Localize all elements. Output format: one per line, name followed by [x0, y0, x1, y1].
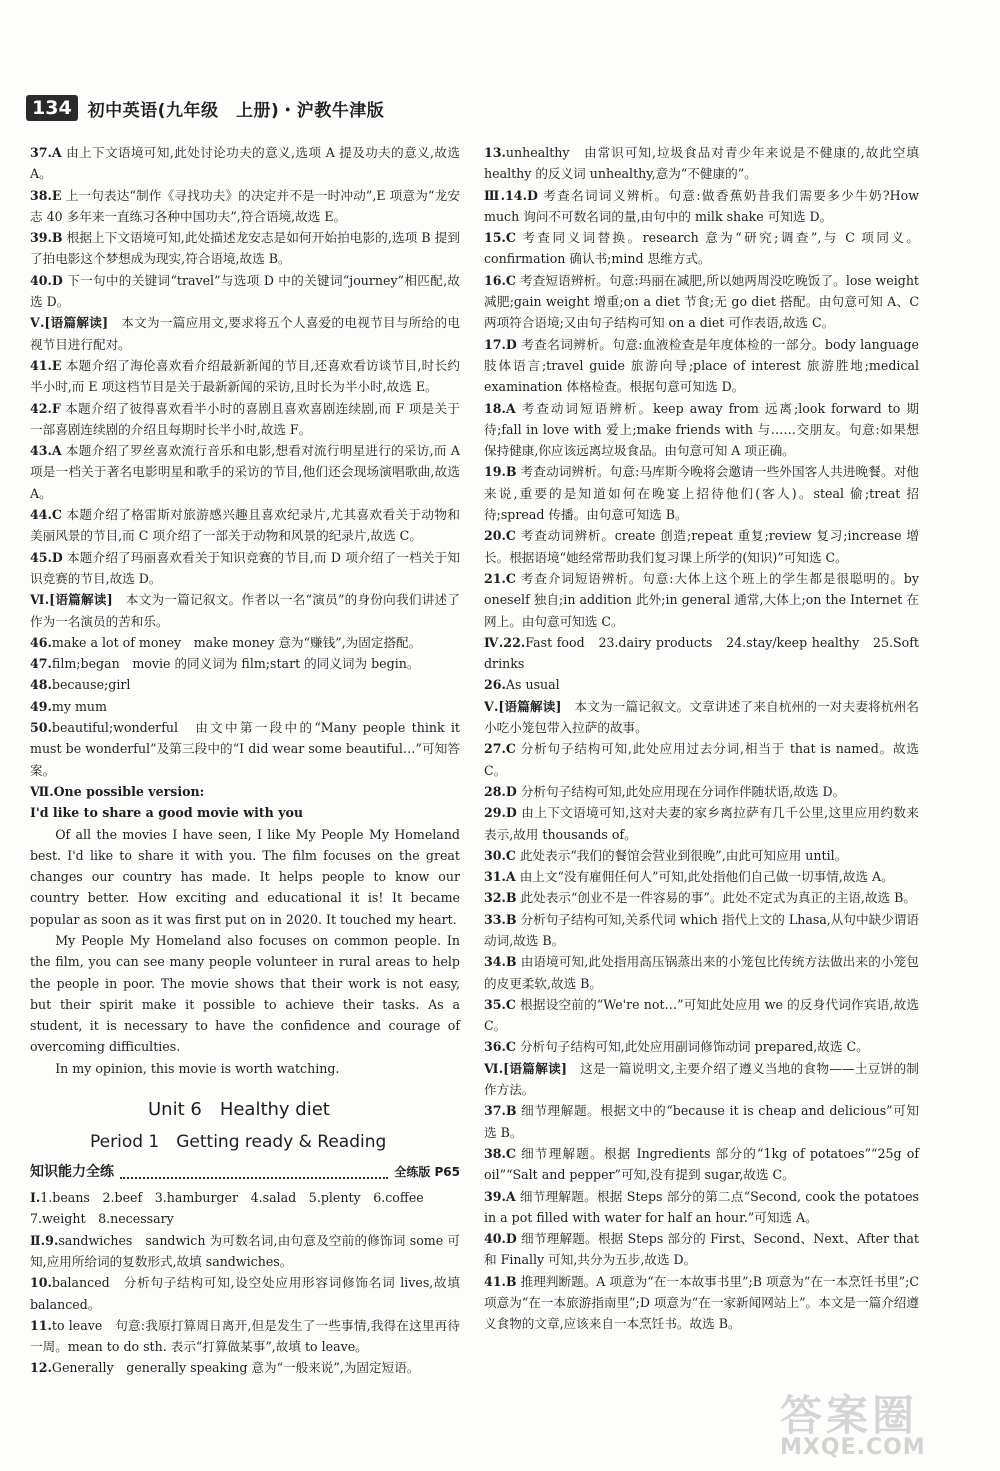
answer-item [484, 461, 919, 525]
section-title: 知识能力全练 [30, 1164, 114, 1181]
answer-item [484, 909, 919, 952]
answer-item [30, 312, 460, 355]
answer-number: 47. [30, 656, 52, 672]
answer-number: 18.A [484, 400, 516, 416]
answer-item [484, 994, 919, 1037]
answer-item [484, 866, 919, 887]
answer-explanation: 考查动词辨析。create 创造;repeat 重复;review 复习;increase 增长。根据语境“她经常帮助我们复习课上所学的(知识)”可知选 C。 [484, 528, 919, 565]
answer-item [484, 1186, 919, 1229]
answer-explanation: 根据设空前的“We're not…”可知此处应用 we 的反身代词作宾语,故选 C。 [484, 996, 919, 1034]
answer-item [484, 1143, 919, 1186]
answer-explanation: 分析句子结构可知,此处应用现在分词作伴随状语,故选 D。 [516, 783, 846, 799]
answer-explanation: 本题介绍了彼得喜欢看半小时的喜剧且喜欢喜剧连续剧,而 F 项是关于一部喜剧连续剧的介绍且每期时长半小时,故选 F。 [30, 400, 460, 437]
answer-item [484, 185, 919, 228]
answer-explanation: 此处表示“我们的餐馆会营业到很晚”,由此可知应用 until。 [515, 847, 848, 863]
answer-number: 15.C [484, 230, 516, 246]
answer-number: 43.A [30, 443, 62, 459]
answer-item [30, 142, 460, 185]
answer-item [484, 1228, 919, 1271]
answer-number: 37.B [484, 1103, 517, 1119]
answer-item [30, 632, 460, 653]
answer-item [30, 781, 460, 802]
watermark-logo: 答案圈 MXQE.COM [780, 1391, 926, 1460]
answer-explanation: 此处表示“创业不是一件容易的事”。此处不定式为真正的主语,故选 B。 [516, 890, 916, 906]
answer-number: 40.D [484, 1231, 517, 1247]
page-header [26, 88, 384, 128]
answer-item [484, 1100, 919, 1143]
answer-item [484, 674, 919, 695]
answer-explanation: 由上下文语境可知,此处讨论功夫的意义,选项 A 提及功夫的意义,故选 A。 [30, 145, 460, 182]
answer-item [30, 1315, 460, 1358]
answer-item [30, 1357, 460, 1378]
answer-explanation: 本题介绍了罗丝喜欢流行音乐和电影,想看对流行明星进行的采访,而 A 项是一档关于著名电影明星和歌手的采访的节目,他们还会现场演唱歌曲,故选 A。 [30, 443, 460, 501]
answer-number: 20.C [484, 528, 516, 544]
answer-item [484, 142, 919, 185]
section-page-ref: 全练版 P65 [394, 1165, 460, 1180]
answer-explanation: balanced 分析句子结构可知,设空处应用形容词修饰名词 lives,故填 balanced。 [30, 1275, 460, 1312]
answer-item [30, 674, 460, 695]
answer-item [484, 1058, 919, 1101]
answer-explanation: my mum [51, 698, 107, 714]
answer-explanation: sandwiches sandwich 为可数名词,由句意及空前的修饰词 some 可知,应用所给词的复数形式,故填 sandwiches。 [30, 1232, 460, 1269]
answer-number: 41.E [30, 357, 62, 373]
answer-item [30, 1208, 460, 1229]
answer-explanation: Fast food 23.dairy products 24.stay/keep healthy 25.Soft drinks [484, 634, 919, 672]
answer-explanation: 本文为一篇记叙文。文章讲述了来自杭州的一对夫妻将杭州名小吃小笼包带入拉萨的故事。 [484, 698, 920, 736]
answer-number: 40.D [30, 272, 63, 288]
answer-explanation: 考查介词短语辨析。句意:大体上这个班上的学生都是很聪明的。by oneself 独自;in addition 此外;in general 通常,大体上;on the Internet 在网上。由句意可知选 C。 [484, 570, 919, 629]
answer-number: 45.D [30, 549, 63, 565]
answer-explanation: beautiful;wonderful 由文中第一段中的“Many people think it must be wonderful”及第三段中的“I did wear some beautiful…”可知答案。 [30, 720, 460, 778]
answer-number: Ⅱ.9. [30, 1232, 59, 1248]
answer-number: 41.B [484, 1273, 517, 1289]
answer-number: 11. [30, 1317, 52, 1333]
answer-item [484, 1036, 919, 1057]
answer-explanation: 7.weight 8.necessary [30, 1211, 174, 1227]
essay-paragraph: In my opinion, this movie is worth watching. [55, 1060, 340, 1076]
answer-number: Ⅶ.One possible version: [30, 783, 205, 799]
answer-explanation: 推理判断题。A 项意为“在一本故事书里”;B 项意为“在一本烹饪书里”;C 项意为“在一本旅游指南里”;D 项意为“在一家新闻网站上”。本文是一篇介绍遵义食物的文章,应该来自一本烹饪书。故选 B。 [484, 1273, 919, 1332]
essay-paragraph: My People My Homeland also focuses on common people. In the film, you can see many people volunteer in rural areas to help the people in poor. The movie shows that their work is not easy, but their spirit make it possible to achieve their tasks. As a student, it is necessary to have the confidence and courage of overcoming difficulties. [30, 932, 460, 1055]
answer-explanation: 分析句子结构可知,此处应用过去分词,相当于 that is named。故选 C。 [484, 741, 919, 778]
section-header [30, 1161, 460, 1185]
answer-number: Ⅴ.[语篇解读] [484, 698, 562, 714]
answer-item [30, 398, 460, 441]
answer-explanation: 细节理解题。根据 Ingredients 部分的“1kg of potatoes”“25g of oil”“Salt and pepper”可知,没有提到 sugar,故选 C。 [484, 1145, 919, 1183]
answer-item [30, 717, 460, 781]
answer-item [484, 845, 919, 866]
answer-explanation: 本文为一篇应用文,要求将五个人喜爱的电视节目与所给的电视节目进行配对。 [30, 315, 460, 352]
answer-item [484, 781, 919, 802]
answer-item [30, 185, 460, 228]
answer-item [484, 802, 919, 845]
answer-explanation: 分析句子结构可知,此处应用副词修饰动词 prepared,故选 C。 [515, 1039, 869, 1055]
answer-item [484, 887, 919, 908]
answer-number: Ⅵ.[语篇解读] [30, 592, 113, 608]
answer-number: 28.D [484, 783, 517, 799]
answer-number: 38.C [484, 1145, 516, 1161]
answer-item [30, 696, 460, 717]
answer-explanation: make a lot of money make money 意为“赚钱”,为固定搭配。 [51, 634, 422, 650]
answer-explanation: 由语境可知,此处指用高压锅蒸出来的小笼包比传统方法做出来的小笼包的皮更柔软,故选 B。 [484, 954, 919, 991]
answer-item [30, 440, 460, 504]
answer-explanation: to leave 句意:我原打算周日离开,但是发生了一些事情,我得在这里再待一周。mean to do sth. 表示“打算做某事”,故填 to leave。 [30, 1317, 460, 1355]
answer-number: 27.C [484, 741, 516, 757]
unit-title: Unit 6 Healthy diet [148, 1099, 330, 1121]
answer-number: 16.C [484, 272, 516, 288]
answer-item [30, 1272, 460, 1315]
answer-number: 50. [30, 720, 52, 736]
answer-number: 12. [30, 1360, 52, 1376]
answer-explanation: 细节理解题。根据 Steps 部分的 First、Second、Next、After that 和 Finally 可知,共分为五步,故选 D。 [484, 1231, 919, 1268]
answer-number: 26. [484, 677, 506, 693]
answer-number: 48. [30, 677, 52, 693]
answer-item [30, 653, 460, 674]
answer-explanation: 这是一篇说明文,主要介绍了遵义当地的食物——土豆饼的制作方法。 [484, 1060, 919, 1098]
answer-item [484, 696, 919, 739]
answer-number: 17.D [484, 336, 517, 352]
answer-item [30, 1187, 460, 1208]
answer-item [484, 270, 919, 334]
answer-number: 39.A [484, 1188, 516, 1204]
answer-number: 34.B [484, 954, 517, 970]
answer-explanation: 分析句子结构可知,关系代词 which 指代上文的 Lhasa,从句中缺少谓语动词,故选 B。 [484, 911, 919, 948]
answer-explanation: 考查名词辨析。句意:血液检查是年度体检的一部分。body language 肢体语言;travel guide 旅游向导;place of interest 旅游胜地;medical examination 体格检查。根据句意可知选 D。 [484, 336, 919, 395]
answer-number: 19.B [484, 464, 517, 480]
answer-explanation: because;girl [51, 677, 131, 693]
answer-item [484, 525, 919, 568]
answer-explanation: As usual [505, 677, 560, 693]
answer-explanation: 细节理解题。根据文中的“because it is cheap and delicious”可知选 B。 [484, 1103, 919, 1140]
answer-explanation: 由上下文语境可知,这对夫妻的家乡离拉萨有几千公里,这里应用约数来表示,故用 thousands of。 [484, 805, 919, 842]
answer-explanation: 考查短语辨析。句意:玛丽在减肥,所以她两周没吃晚饭了。lose weight 减肥;gain weight 增重;on a diet 节食;无 go diet 搭配。由句意可知 A、C 两项符合语境;又由句子结构可知 on a diet 可作表语,故选 C。 [484, 272, 919, 331]
answer-item [30, 504, 460, 547]
answer-number: 44.C [30, 507, 62, 523]
answer-item [484, 632, 919, 675]
answer-explanation: 考查动词短语辨析。keep away from 远离;look forward to 期待;fall in love with 爱上;make friends with 与……交朋友。句意:如果想保持健康,你应该远离垃圾食品。由句意可知 A 项正确。 [484, 400, 919, 459]
answer-number: 13. [484, 145, 506, 160]
answer-explanation: 考查动词辨析。句意:马库斯今晚将会邀请一些外国客人共进晚餐。对他来说,重要的是知道如何在晚宴上招待他们(客人)。steal 偷;treat 招待;spread 传播。由句意可知选 B。 [484, 464, 919, 523]
answer-item [30, 547, 460, 590]
answer-explanation: 考查同义词替换。research 意为“研究;调查”,与 C 项同义。confirmation 确认书;mind 思维方式。 [484, 230, 919, 267]
answer-number: 10. [30, 1275, 52, 1291]
answer-item [30, 270, 460, 313]
answer-item [484, 1271, 919, 1335]
answer-explanation: 下一句中的关键词“travel”与选项 D 中的关键词“journey”相匹配,故选 D。 [30, 272, 460, 310]
answer-explanation: film;began movie 的同义词为 film;start 的同义词为 begin。 [51, 656, 420, 672]
answer-number: 36.C [484, 1039, 516, 1055]
answer-explanation: 本题介绍了海伦喜欢看介绍最新新闻的节目,还喜欢看访谈节目,时长约半小时,而 E 项这档节目是关于最新新闻的采访,且时长为半小时,故选 E。 [30, 357, 460, 395]
answer-number: 37.A [30, 145, 62, 160]
answer-explanation: 细节理解题。根据 Steps 部分的第二点“Second, cook the potatoes in a pot filled with water for half an hour.”可知选 A。 [484, 1188, 919, 1225]
answer-item [30, 1230, 460, 1273]
book-title: 初中英语(九年级 上册)・沪教牛津版 [87, 100, 385, 121]
answer-item [484, 738, 919, 781]
period-title: Period 1 Getting ready & Reading [90, 1132, 387, 1153]
answer-number: 29.D [484, 805, 517, 821]
answer-number: 49. [30, 698, 52, 714]
answer-number: Ⅲ.14.D [484, 187, 538, 203]
answer-explanation: 本题介绍了格雷斯对旅游感兴趣且喜欢纪录片,尤其喜欢看关于动物和美丽风景的节目,而 C 项介绍了一部关于动物和风景的纪录片,故选 C。 [30, 507, 460, 544]
answer-number: 35.C [484, 996, 516, 1012]
essay-paragraph: Of all the movies I have seen, I like My People My Homeland best. I'd like to share it with you. The film focuses on the great changes our country has made. It helps people to know our country better. How exciting and educational it is! It became popular as soon as it was first put on in 2020. It touched my heart. [30, 826, 460, 927]
answer-number: 39.B [30, 230, 63, 246]
answer-item [484, 334, 919, 398]
answer-explanation: 根据上下文语境可知,此处描述龙安志是如何开始拍电影的,选项 B 提到了拍电影这个梦想成为现实,符合语境,故选 B。 [30, 230, 460, 267]
answer-item [484, 398, 919, 462]
answer-explanation: 本文为一篇记叙文。作者以一名“演员”的身份向我们讲述了作为一名演员的苦和乐。 [30, 592, 460, 629]
essay-title: I'd like to share a good movie with you [30, 805, 304, 821]
answer-number: 46. [30, 634, 52, 650]
right-column [484, 142, 919, 1335]
answer-number: 32.B [484, 890, 517, 906]
answer-item [30, 589, 460, 632]
answer-explanation: 由上文“没有雇佣任何人”可知,此处指他们自己做一切事情,故选 A。 [515, 869, 894, 885]
answer-item [484, 951, 919, 994]
answer-number: Ⅳ.22. [484, 634, 526, 650]
answer-explanation: 上一句表达“制作《寻找功夫》的决定并不是一时冲动”,E 项意为“龙安志 40 多年来一直练习各种中国功夫”,符合语境,故选 E。 [30, 187, 460, 224]
answer-number: 38.E [30, 187, 62, 203]
answer-item [30, 355, 460, 398]
answer-number: 33.B [484, 911, 517, 927]
answer-number: 21.C [484, 570, 516, 586]
dotted-leader [120, 1167, 388, 1179]
answer-explanation: 本题介绍了玛丽喜欢看关于知识竞赛的节目,而 D 项介绍了一档关于知识竞赛的节目,故选 D。 [30, 549, 460, 586]
page-number: 134 [26, 95, 78, 121]
answer-explanation: 1.beans 2.beef 3.hamburger 4.salad 5.plenty 6.coffee [40, 1190, 424, 1206]
answer-number: Ⅰ. [30, 1190, 41, 1206]
answer-explanation: unhealthy 由常识可知,垃圾食品对青少年来说是不健康的,故此空填 healthy 的反义词 unhealthy,意为“不健康的”。 [484, 145, 919, 182]
answer-number: Ⅵ.[语篇解读] [484, 1060, 567, 1076]
left-column [30, 142, 460, 1379]
answer-number: 31.A [484, 869, 516, 885]
answer-item [30, 227, 460, 270]
answer-explanation: Generally generally speaking 意为“一般来说”,为固定短语。 [51, 1360, 420, 1376]
answer-number: 30.C [484, 847, 516, 863]
answer-item [484, 227, 919, 270]
answer-number: Ⅴ.[语篇解读] [30, 315, 109, 331]
answer-item [484, 568, 919, 632]
answer-explanation: 考查名词词义辨析。句意:做香蕉奶昔我们需要多少牛奶?How much 询问不可数名词的量,由句中的 milk shake 可知选 D。 [484, 187, 919, 224]
answer-number: 42.F [30, 400, 61, 416]
